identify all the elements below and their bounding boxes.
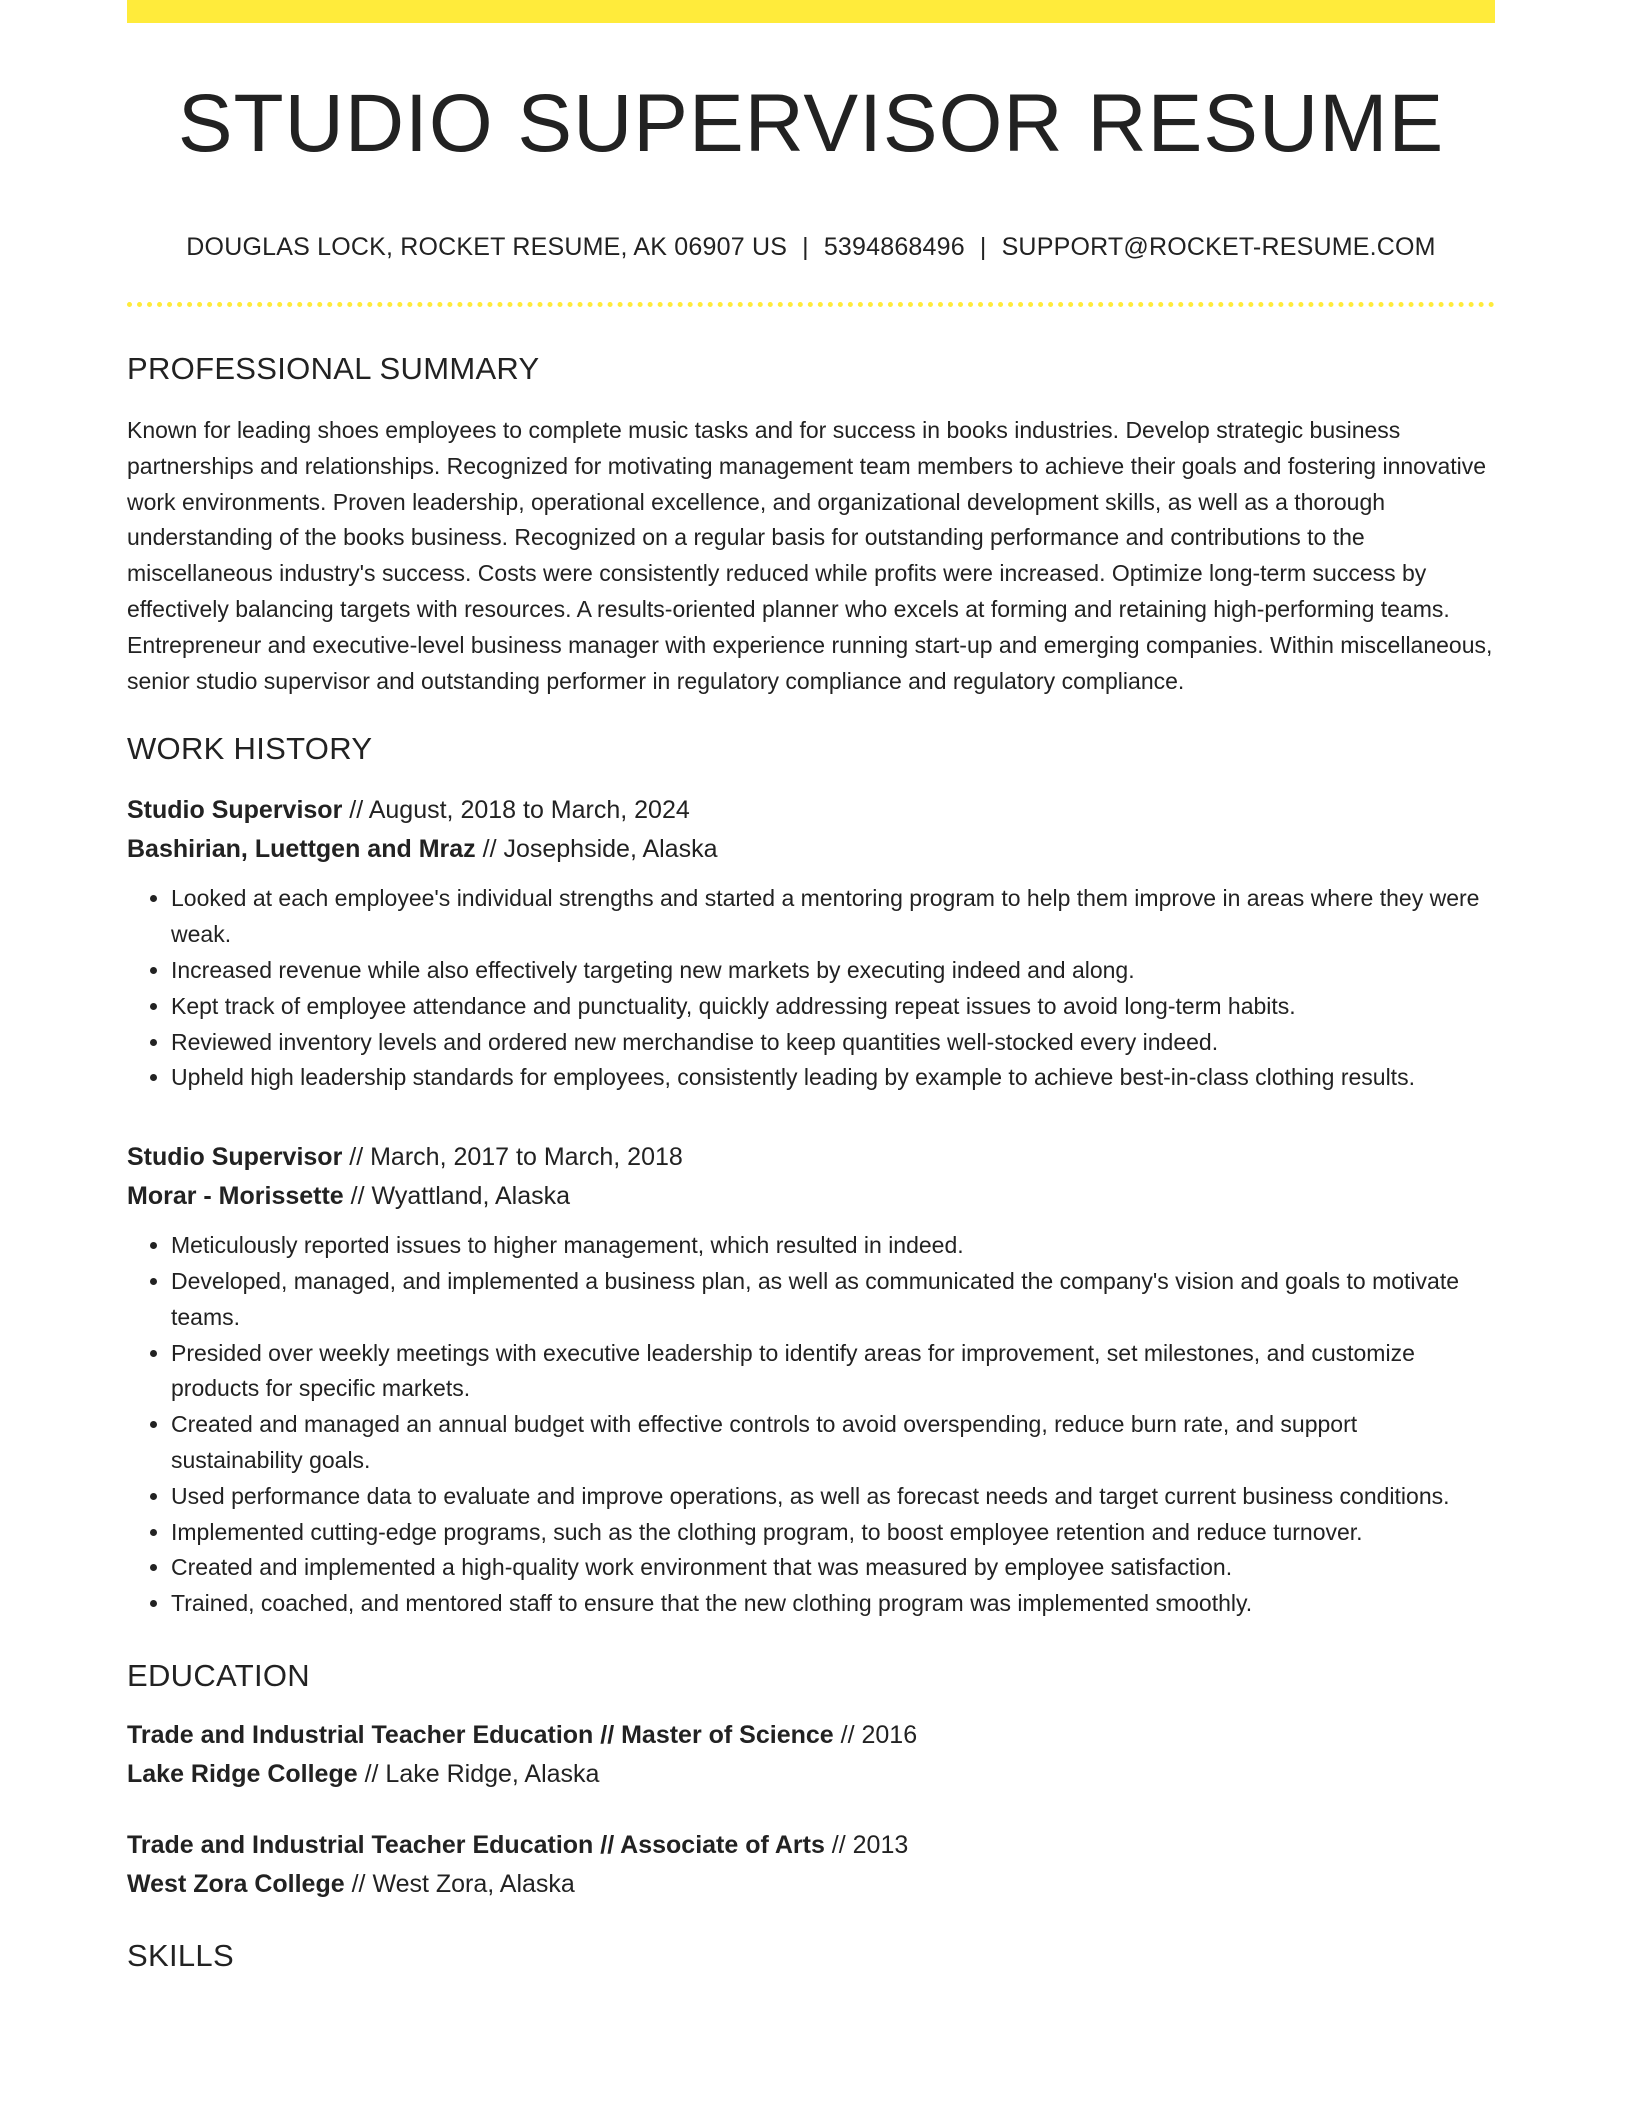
job-location: Wyattland, Alaska — [371, 1182, 571, 1211]
list-item: • Kept track of employee attendance and punctuality, quickly addressing repeat issues to avoid long-term habits. — [171, 989, 1495, 1025]
skills-heading: SKILLS — [127, 1938, 234, 1974]
list-item: • Trained, coached, and mentored staff to ensure that the new clothing program was implemented smoothly. — [171, 1586, 1495, 1622]
separator: // — [475, 835, 504, 864]
contact-separator: | — [802, 233, 809, 262]
separator: // — [833, 1721, 862, 1750]
resume-page — [127, 0, 1495, 1974]
job-dates: August, 2018 to March, 2024 — [368, 796, 690, 825]
education-entry — [127, 1716, 1495, 1794]
list-item: • Looked at each employee's individual strengths and started a mentoring program to help them improve in areas where they were weak. — [171, 881, 1495, 953]
job-location: Josephside, Alaska — [503, 835, 718, 864]
top-accent-bar — [127, 0, 1495, 23]
contact-email: SUPPORT@ROCKET-RESUME.COM — [1001, 233, 1436, 262]
job-entry — [127, 791, 1495, 1096]
education-location: West Zora, Alaska — [372, 1870, 575, 1899]
separator: // — [824, 1831, 853, 1860]
education-school-line — [127, 1865, 1495, 1904]
skills-section — [127, 1938, 1495, 1974]
dotted-divider — [127, 302, 1495, 307]
summary-heading: PROFESSIONAL SUMMARY — [127, 351, 540, 387]
job-bullets — [127, 881, 1495, 1096]
resume-title: STUDIO SUPERVISOR RESUME — [177, 78, 1445, 169]
work-history-section — [127, 731, 1495, 1622]
job-company: Bashirian, Luettgen and Mraz — [127, 835, 476, 864]
list-item: • Upheld high leadership standards for employees, consistently leading by example to achieve best-in-class clothing results. — [171, 1060, 1495, 1096]
job-title-line — [127, 791, 1495, 830]
education-degree: Trade and Industrial Teacher Education // Master of Science — [127, 1721, 834, 1750]
education-year: 2013 — [852, 1831, 909, 1860]
job-dates: March, 2017 to March, 2018 — [370, 1143, 683, 1172]
list-item: • Used performance data to evaluate and improve operations, as well as forecast needs and target current business conditions. — [171, 1479, 1495, 1515]
education-heading: EDUCATION — [127, 1658, 310, 1694]
education-degree-line — [127, 1716, 1495, 1755]
education-degree: Trade and Industrial Teacher Education // Associate of Arts — [127, 1831, 825, 1860]
contact-separator: | — [979, 233, 987, 262]
work-history-heading: WORK HISTORY — [127, 731, 373, 767]
list-item: • Reviewed inventory levels and ordered new merchandise to keep quantities well-stocked every indeed. — [171, 1025, 1495, 1061]
separator: // — [342, 1143, 371, 1172]
education-year: 2016 — [861, 1721, 918, 1750]
job-title: Studio Supervisor — [127, 1143, 343, 1172]
separator: // — [343, 1182, 372, 1211]
job-title-line — [127, 1138, 1495, 1177]
summary-section — [127, 351, 1495, 699]
education-school: Lake Ridge College — [127, 1760, 358, 1789]
separator: // — [357, 1760, 386, 1789]
contact-line — [127, 233, 1495, 262]
education-location: Lake Ridge, Alaska — [385, 1760, 600, 1789]
summary-text: Known for leading shoes employees to complete music tasks and for success in books industries. Develop strategic business partnerships and relationships. Recognized for motivating management team members to achieve their goals and fostering innovative work environments. Proven leadership, operational excellence, and organizational development skills, as well as a thorough understanding of the books business. Recognized on a regular basis for outstanding performance and contributions to the miscellaneous industry's success. Costs were consistently reduced while profits were increased. Optimize long-term success by effectively balancing targets with resources. A results-oriented planner who excels at forming and retaining high-performing teams. Entrepreneur and executive-level business manager with experience running start-up and emerging companies. Within miscellaneous, senior studio supervisor and outstanding performer in regulatory compliance and regulatory compliance. — [127, 417, 1493, 694]
education-entry — [127, 1826, 1495, 1904]
list-item: • Increased revenue while also effectively targeting new markets by executing indeed and along. — [171, 953, 1495, 989]
contact-phone: 5394868496 — [823, 233, 965, 262]
list-item: • Created and managed an annual budget with effective controls to avoid overspending, reduce burn rate, and support sustainability goals. — [171, 1407, 1495, 1479]
education-school-line — [127, 1755, 1495, 1794]
separator: // — [344, 1870, 373, 1899]
job-company-line — [127, 830, 1495, 869]
list-item: • Created and implemented a high-quality work environment that was measured by employee satisfaction. — [171, 1550, 1495, 1586]
education-section — [127, 1658, 1495, 1904]
job-bullets — [127, 1228, 1495, 1622]
job-title: Studio Supervisor — [127, 796, 343, 825]
list-item: • Implemented cutting-edge programs, such as the clothing program, to boost employee retention and reduce turnover. — [171, 1515, 1495, 1551]
contact-address: DOUGLAS LOCK, ROCKET RESUME, AK 06907 US — [186, 233, 788, 262]
list-item: • Developed, managed, and implemented a business plan, as well as communicated the company's vision and goals to motivate teams. — [171, 1264, 1495, 1336]
job-entry — [127, 1138, 1495, 1622]
education-degree-line — [127, 1826, 1495, 1865]
list-item: • Presided over weekly meetings with executive leadership to identify areas for improvement, set milestones, and customize products for specific markets. — [171, 1336, 1495, 1408]
separator: // — [342, 796, 369, 825]
job-company: Morar - Morissette — [127, 1182, 344, 1211]
job-company-line — [127, 1177, 1495, 1216]
list-item: • Meticulously reported issues to higher management, which resulted in indeed. — [171, 1228, 1495, 1264]
education-school: West Zora College — [127, 1870, 345, 1899]
